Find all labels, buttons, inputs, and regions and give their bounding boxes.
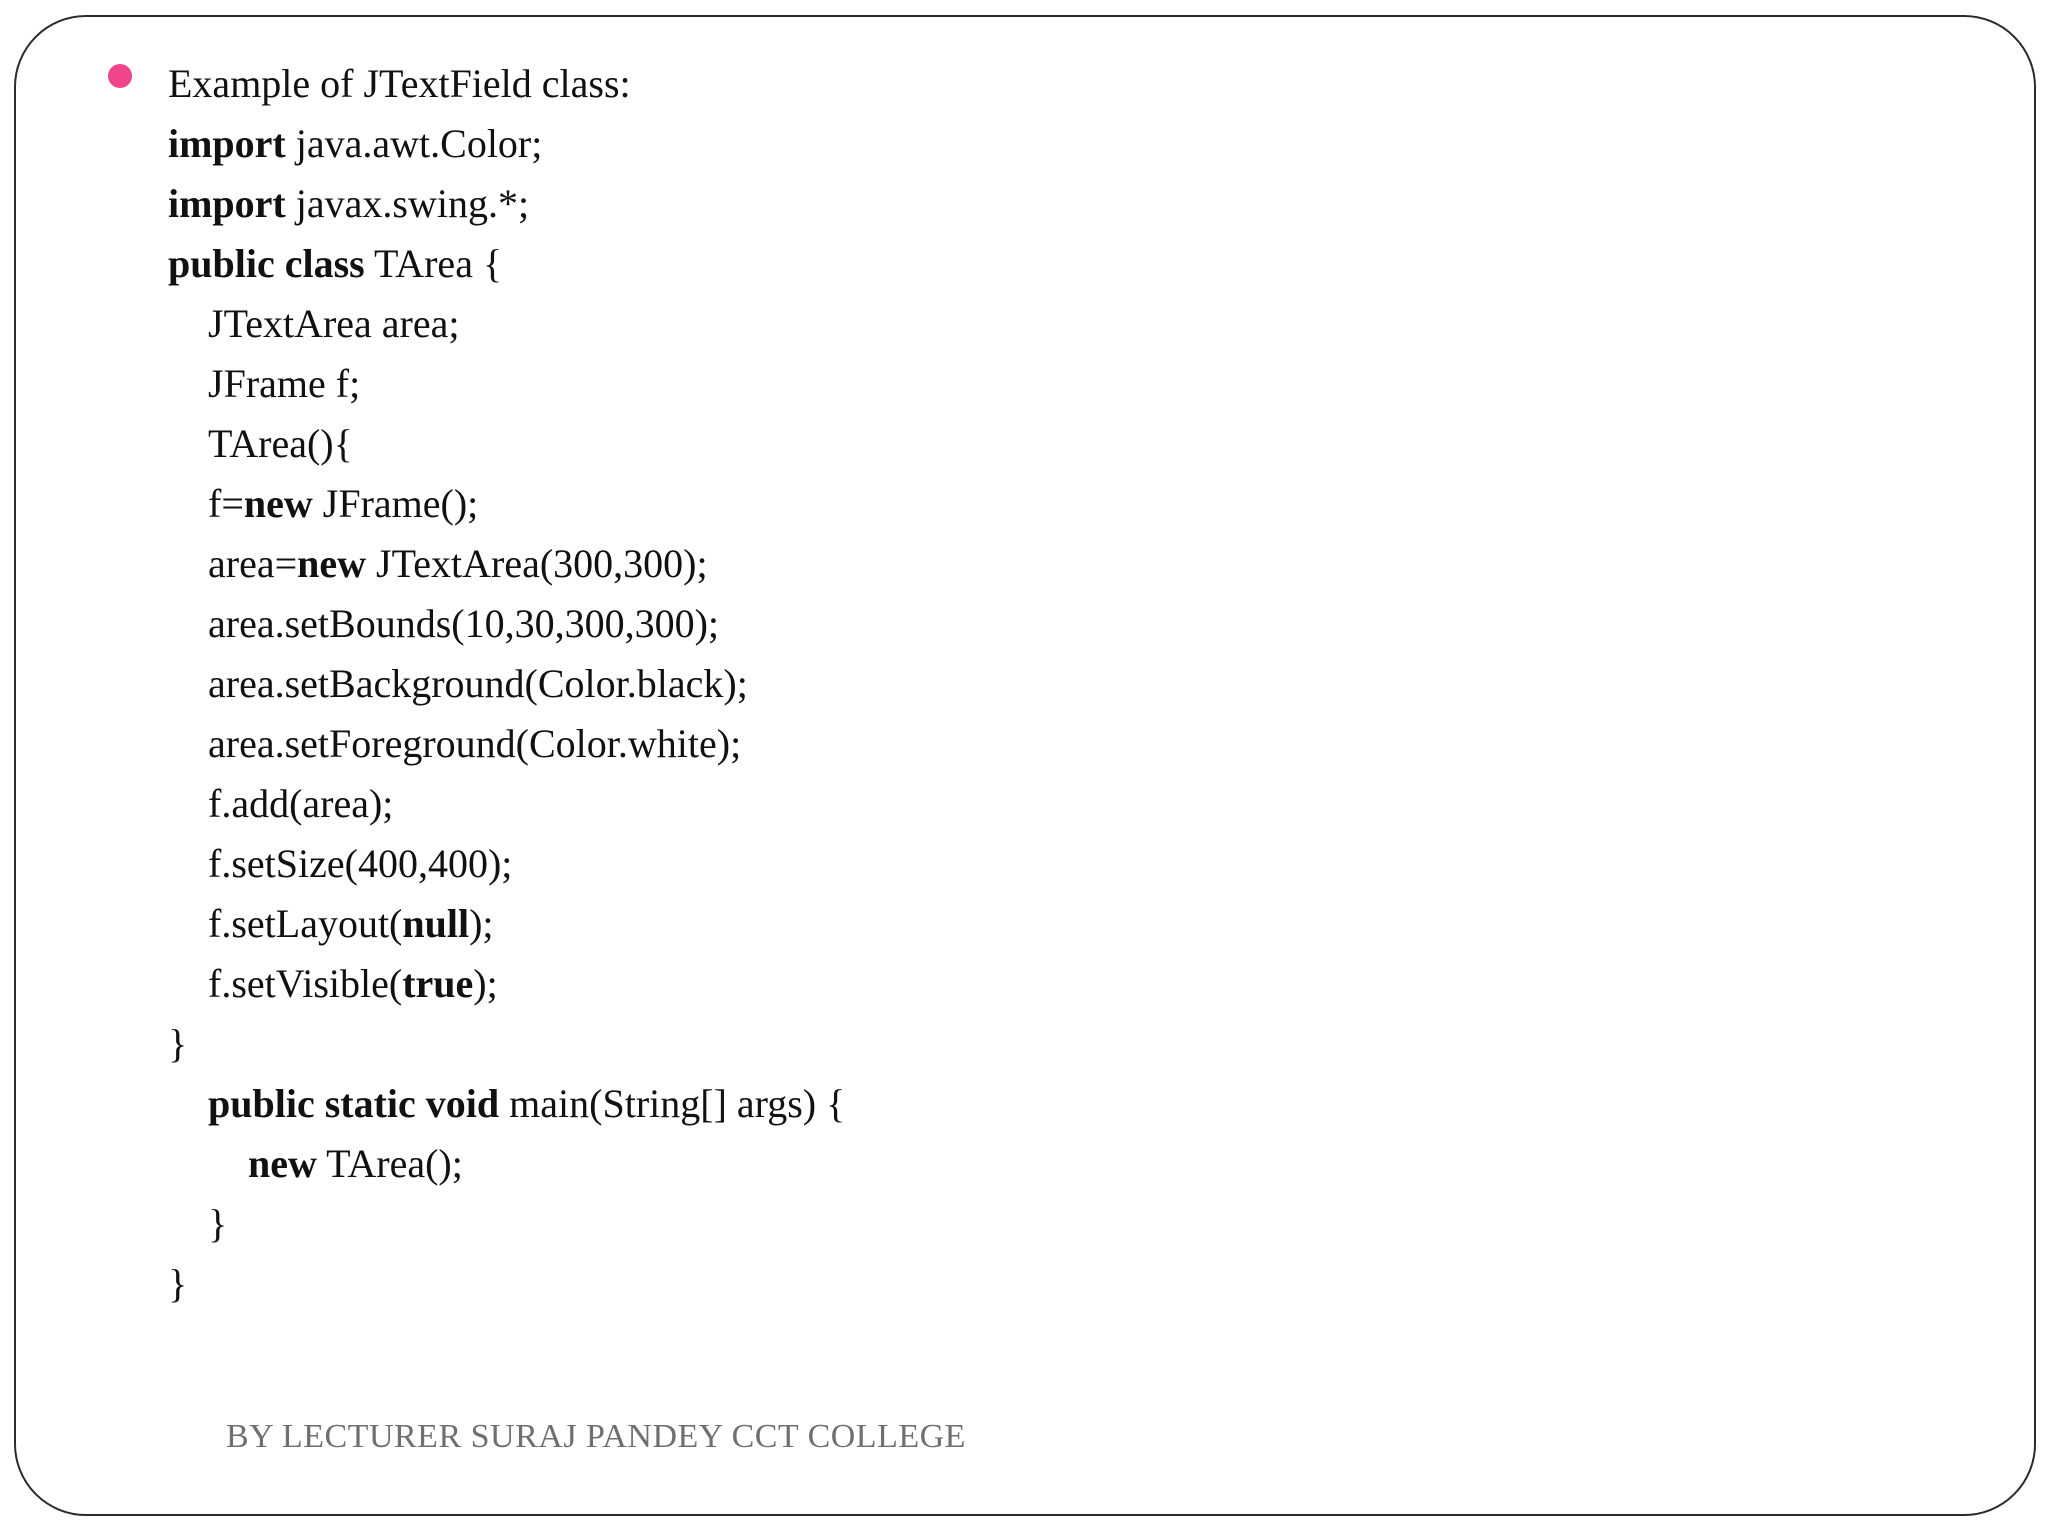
code-text: javax.swing.*; [285,181,530,226]
code-line [168,1254,1868,1314]
code-line [168,234,1868,294]
code-text: main(String[] args) { [499,1081,846,1126]
code-text: f.add(area); [208,781,394,826]
code-text: area.setBackground(Color.black); [208,661,748,706]
code-keyword: import [168,121,286,166]
code-keyword: null [402,901,470,946]
code-line [168,1134,1868,1194]
code-text: } [168,1261,188,1306]
code-line [168,174,1868,234]
code-line [168,294,1868,354]
code-text: f= [208,481,244,526]
code-line [168,1014,1868,1074]
code-keyword: new [243,481,313,526]
code-text: JTextArea area; [208,301,460,346]
code-text: JFrame f; [208,361,361,406]
code-line [168,114,1868,174]
code-line [168,954,1868,1014]
code-keyword: new [248,1141,317,1186]
code-text: } [208,1201,228,1246]
code-keyword: public class [168,241,365,286]
code-text: JTextArea(300,300); [366,541,708,586]
code-text: f.setVisible( [208,961,403,1006]
code-keyword: import [168,181,286,226]
code-text: area= [208,541,298,586]
code-keyword: public static void [208,1081,500,1126]
code-line [168,1074,1868,1134]
code-text: TArea(); [316,1141,463,1186]
code-text: TArea { [364,241,503,286]
code-line [168,354,1868,414]
code-text: } [168,1021,188,1066]
code-line [168,1194,1868,1254]
code-line [168,474,1868,534]
code-text: ); [469,901,494,946]
code-line [168,834,1868,894]
code-keyword: new [297,541,367,586]
code-line [168,714,1868,774]
code-keyword: true [402,961,474,1006]
code-line [168,414,1868,474]
code-line [168,654,1868,714]
bullet-icon [108,64,132,88]
footer-credit: BY LECTURER SURAJ PANDEY CCT COLLEGE [226,1418,966,1455]
code-text: TArea(){ [208,421,353,466]
code-text: area.setBounds(10,30,300,300); [208,601,720,646]
code-line [168,534,1868,594]
code-block [168,54,1868,1314]
slide-heading [168,54,1868,114]
code-text: f.setLayout( [208,901,403,946]
code-line [168,894,1868,954]
code-text: Example of JTextField class: [168,61,631,106]
code-text: ); [473,961,498,1006]
code-text: JFrame(); [312,481,479,526]
code-text: area.setForeground(Color.white); [208,721,742,766]
code-line [168,594,1868,654]
code-line [168,774,1868,834]
code-text: java.awt.Color; [285,121,543,166]
code-text: f.setSize(400,400); [208,841,513,886]
